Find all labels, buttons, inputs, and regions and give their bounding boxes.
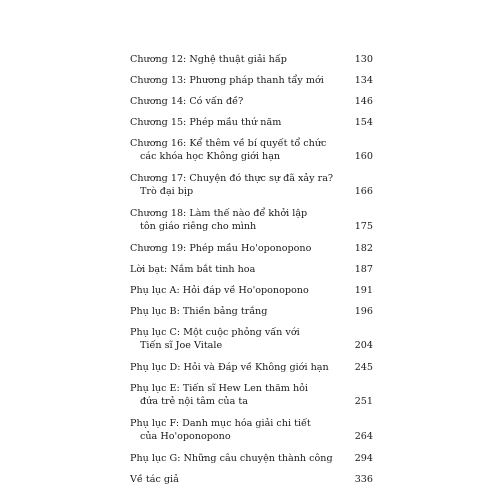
toc-entry: [130, 137, 373, 163]
toc-entry: [130, 74, 373, 87]
toc-entry-title: Phụ lục B: Thiền bảng trắng: [130, 306, 268, 317]
toc-entry-title-continued: đứa trẻ nội tâm của ta: [140, 396, 248, 407]
toc-entry: [130, 305, 373, 318]
toc-entry: [130, 326, 373, 352]
toc-entry-title: Phụ lục C: Một cuộc phỏng vấn với: [130, 327, 300, 338]
toc-entry-title: Chương 18: Làm thế nào để khởi lập: [130, 208, 308, 219]
toc-page-number: 245: [354, 362, 373, 373]
toc-entry: [130, 53, 373, 66]
toc-page-number: 264: [354, 431, 373, 442]
toc-page-number: 191: [354, 285, 373, 296]
toc-entry-title-continued: tôn giáo riêng cho mình: [140, 221, 257, 232]
toc-entry-title-continued: Trò đại bịp: [140, 186, 194, 197]
toc-entry: [130, 284, 373, 297]
toc-page-number: 166: [354, 186, 373, 197]
toc-entry: [130, 207, 373, 233]
table-of-contents: [130, 53, 373, 494]
toc-entry: [130, 473, 373, 486]
toc-entry-title: Về tác giả: [130, 474, 179, 485]
toc-entry: [130, 116, 373, 129]
toc-entry-title: Chương 12: Nghệ thuật giải hấp: [130, 54, 287, 65]
toc-page-number: 130: [354, 54, 373, 65]
toc-page-number: 336: [354, 474, 373, 485]
toc-entry-title: Phụ lục E: Tiến sĩ Hew Len thăm hỏi: [130, 383, 308, 394]
toc-entry: [130, 172, 373, 198]
toc-entry-title: Phụ lục D: Hỏi và Đáp về Không giới hạn: [130, 362, 329, 373]
toc-page-number: 160: [354, 151, 373, 162]
toc-page-number: 134: [354, 75, 373, 86]
toc-entry-title: Chương 16: Kể thêm về bí quyết tổ chức: [130, 138, 327, 149]
toc-page-number: 154: [354, 117, 373, 128]
toc-entry-title: Chương 17: Chuyện đó thực sự đã xảy ra?: [130, 173, 334, 184]
toc-entry-title: Lời bạt: Nắm bắt tinh hoa: [130, 264, 256, 275]
toc-entry: [130, 263, 373, 276]
toc-entry: [130, 95, 373, 108]
toc-entry: [130, 382, 373, 408]
toc-page-number: 204: [354, 340, 373, 351]
toc-entry-title: Phụ lục F: Danh mục hóa giải chi tiết: [130, 418, 311, 429]
toc-page-number: 187: [354, 264, 373, 275]
toc-entry-title: Chương 15: Phép mầu thứ năm: [130, 117, 282, 128]
toc-page-number: 294: [354, 453, 373, 464]
toc-entry: [130, 242, 373, 255]
toc-entry-title: Chương 14: Có vấn đề?: [130, 96, 244, 107]
toc-entry-title-continued: của Ho'oponopono: [140, 431, 231, 442]
toc-entry-title: Chương 13: Phương pháp thanh tẩy mới: [130, 75, 324, 86]
toc-page-number: 146: [354, 96, 373, 107]
toc-page-number: 251: [354, 396, 373, 407]
toc-page-number: 182: [354, 243, 373, 254]
toc-page-number: 175: [354, 221, 373, 232]
toc-entry-title: Phụ lục G: Những câu chuyện thành công: [130, 453, 333, 464]
toc-entry-title-continued: các khóa học Không giới hạn: [140, 151, 281, 162]
toc-page-number: 196: [354, 306, 373, 317]
toc-entry: [130, 417, 373, 443]
toc-entry-title: Chương 19: Phép mầu Ho'oponopono: [130, 243, 312, 254]
toc-entry-title-continued: Tiến sĩ Joe Vitale: [140, 340, 223, 351]
toc-entry: [130, 361, 373, 374]
toc-entry-title: Phụ lục A: Hỏi đáp về Ho'oponopono: [130, 285, 309, 296]
toc-entry: [130, 452, 373, 465]
